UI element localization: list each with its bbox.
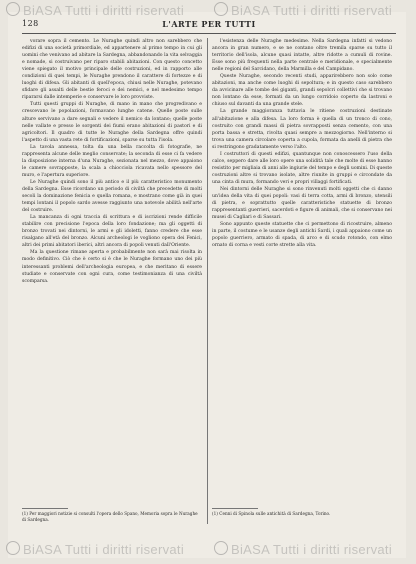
watermark: BiASA Tutti i diritti riservati [214, 541, 392, 557]
paragraph: La mancanza di ogni traccia di scrittura e di iscrizioni rende difficile stabilire con precisione l'epoca della loro fondazione; ma gli oggetti di bronzo trovati nei dintorni, le armi e gli idoletti, fanno credere che esse risalgano all'età del bronzo. Alcuni archeologi le vogliono opera dei Fenici, altri dei primi abitatori iberici, altri ancora di popoli venuti dall'Oriente. [22, 215, 202, 249]
watermark: BiASA Tutti i diritti riservati [6, 541, 184, 557]
footnote-right: (1) Cenni di Spinola sulle antichità di Sardegna, Torino. [212, 511, 331, 516]
paragraph: vorare sopra il cemento. Le Nuraghe quindi altro non sarebbero che edifizi di una società primordiale, ed appartenere al primo tempo in cui gli uomini che venivano ad abitare la Sardegna, abbandonando la vita selvaggia e nomade, si costruivano per riparo stabili abitazioni. Con questo concetto viene spiegato il motivo principale delle costruzioni, ed in rapporto alle condizioni di quei tempi, le Nuraghe prendono il carattere di fortezze e di luoghi di difesa. Gli abitanti di quell'epoca, chiusi nelle Nuraghe, potevano sfidare gli assalti delle bestie feroci e dei nemici, e nel medesimo tempo ripararsi dalle intemperie e conservare le loro provviste. [22, 39, 202, 101]
watermark-logo-icon [6, 541, 20, 555]
footnote-rule [22, 508, 68, 509]
left-column [22, 38, 202, 504]
watermark: BiASA Tutti i diritti riservati [214, 2, 392, 18]
watermark: BiASA Tutti i diritti riservati [6, 2, 184, 18]
column-divider [207, 38, 208, 524]
page-number: 128 [22, 19, 39, 28]
paragraph: Ma la questione rimane aperta e probabilmente non sarà mai risolta in modo definitivo. Ciò che è certo si è che le Nuraghe formano uno dei più interessanti problemi dell'archeologia europea, e che meritano di essere studiate e conservate con ogni cura, come testimonianza di una civiltà scomparsa. [22, 250, 202, 284]
header-rule [22, 33, 396, 34]
paragraph: Tutti questi gruppi di Nuraghe, di mano in mano che progredivano e crescevano le popolazioni, formavano lunghe catene. Quelle poste sulle alture servivano a dare segnali e vedere il nemico da lontano; quelle poste nelle vallate e presso le sorgenti dei fiumi erano abitazioni di pastori e di agricoltori. Il quadro di tutte le Nuraghe della Sardegna offre quindi l'aspetto di una vasta rete di fortificazioni, sparse su tutta l'isola. [22, 102, 202, 143]
paragraph: La tavola annessa, tolta da una bella raccolta di fotografie, ne rappresenta alcune delle meglio conservate; la seconda di esse ci fa vedere la disposizione interna d'una Nuraghe, sezionata nel mezzo, dove appaiono le camere sovrapposte, la scala a chiocciola ricavata nello spessore del muro, e l'apertura superiore. [22, 144, 202, 178]
watermark-logo-icon [214, 541, 228, 555]
footnote-left: (1) Per maggiori notizie si consulti l'opera dello Spano, Memoria sopra le Nuraghe di Sardegna. [22, 511, 198, 522]
paragraph: Le Nuraghe quindi sono il più antico e il più caratteristico monumento della Sardegna. Esse ricordano un periodo di civiltà che precedette di molti secoli la dominazione fenicia e quella romana, e mostrano come già in quei tempi lontani il popolo sardo avesse raggiunto una notevole abilità nell'arte del costruire. [22, 179, 202, 214]
paragraph: I costruttori di questi edifizi, quantunque non conoscessero l'uso della calce, seppero dare alle loro opere una solidità tale che molte di esse hanno resistito per migliaia di anni alle ingiurie del tempo e degli uomini. Di queste costruzioni altre si trovano isolate, altre riunite in gruppi e circondate da una cinta di mura, formando veri e propri villaggi fortificati. [212, 151, 392, 185]
paragraph: Queste Nuraghe, secondo recenti studi, apparirebbero non solo come abitazioni, ma anche come luoghi di sepoltura; e in questo caso sarebbero da avvicinare alle tombe dei giganti, grandi sepolcri collettivi che si trovano non lontano da esse, formati da un lungo corridoio coperto da lastroni e chiuso sul davanti da una grande stele. [212, 74, 392, 108]
paragraph: Nei dintorni delle Nuraghe si sono rinvenuti molti oggetti che ci danno un'idea della vita di quei popoli: vasi di terra cotta, armi di bronzo, utensili di pietra, e soprattutto quelle caratteristiche statuette di bronzo rappresentanti guerrieri, sacerdoti e figure di animali, che si conservano nei musei di Cagliari e di Sassari. [212, 186, 392, 221]
right-column [212, 38, 392, 508]
paragraph: l'esistenza delle Nuraghe medesime. Nella Sardegna infatti si vedono ancora in gran numero, e se ne contano oltre tremila sparse su tutto il territorio dell'isola, alcune quasi intatte, altre ridotte a cumuli di rovine. Esse sono più frequenti nella parte centrale e meridionale, e specialmente nelle regioni del Sarcidano, della Marmilla e del Campidano. [212, 39, 392, 73]
paragraph: La grande maggioranza tuttavia le ritiene costruzioni destinate all'abitazione e alla difesa. La loro forma è quella di un tronco di cono, costruito con grandi massi di pietra sovrapposti senza cemento, con una porta bassa e stretta, rivolta quasi sempre a mezzogiorno. Nell'interno si trova una camera circolare coperta a cupola, formata da anelli di pietra che si restringono gradatamente verso l'alto. [212, 109, 392, 150]
publication-title: L'ARTE PER TUTTI [162, 19, 256, 29]
footnote-rule [212, 508, 258, 509]
paragraph: Sono appunto queste statuette che ci permettono di ricostruire, almeno in parte, il costume e le usanze degli antichi Sardi, i quali appaiono come un popolo guerriero, armato di spada, di arco e di scudo rotondo, con elmo ornato di corna e vesti corte strette alla vita. [212, 222, 392, 249]
watermark-logo-icon [6, 2, 20, 16]
watermark-logo-icon [214, 2, 228, 16]
page-header [22, 19, 396, 31]
